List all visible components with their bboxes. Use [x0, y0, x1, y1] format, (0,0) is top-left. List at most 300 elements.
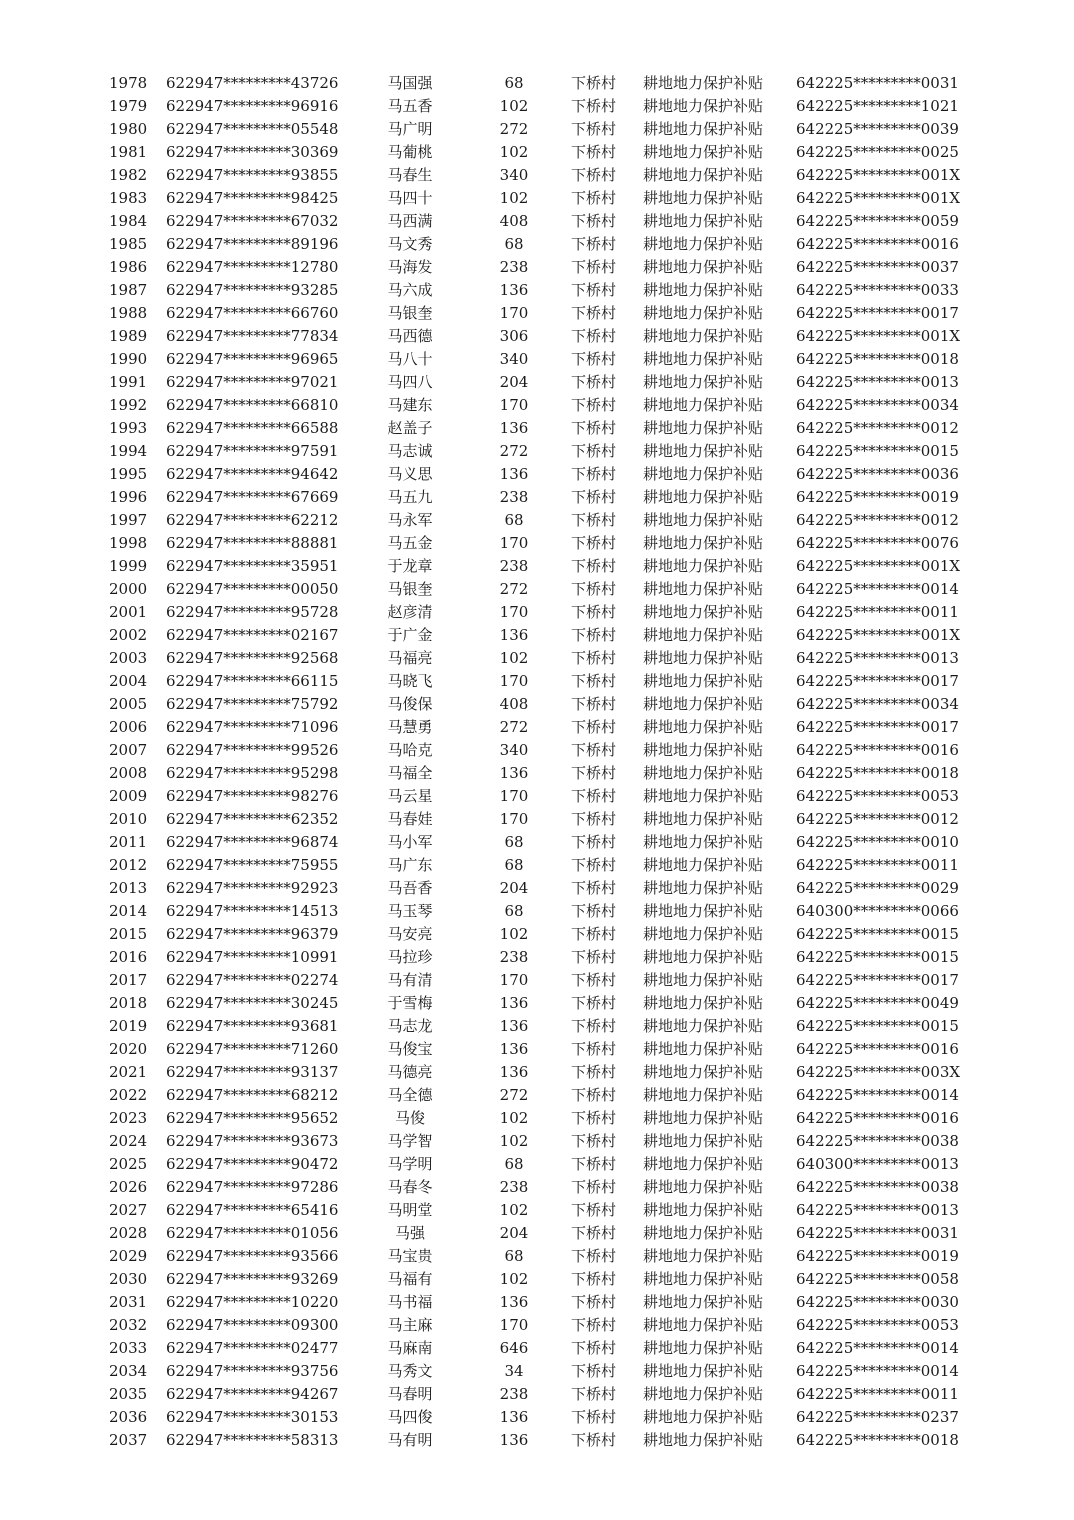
id-card-number: 642225*********003X	[796, 1063, 961, 1081]
village-name: 下桥村	[571, 97, 617, 115]
table-row	[0, 233, 1074, 256]
row-number: 1999	[109, 557, 148, 575]
row-number: 2033	[109, 1339, 148, 1357]
subsidy-item: 耕地地力保护补贴	[643, 1040, 764, 1058]
row-number: 2020	[109, 1040, 148, 1058]
farmer-name: 马宝贵	[387, 1247, 433, 1265]
subsidy-amount: 136	[499, 1017, 529, 1035]
farmer-name: 马四八	[387, 373, 433, 391]
subsidy-item: 耕地地力保护补贴	[643, 1408, 764, 1426]
subsidy-amount: 68	[504, 511, 524, 529]
village-name: 下桥村	[571, 603, 617, 621]
subsidy-amount: 170	[499, 1316, 529, 1334]
table-row	[0, 1176, 1074, 1199]
row-number: 1987	[109, 281, 148, 299]
bank-card-number: 622947*********96379	[166, 925, 339, 943]
village-name: 下桥村	[571, 1224, 617, 1242]
subsidy-amount: 170	[499, 304, 529, 322]
table-row	[0, 463, 1074, 486]
id-card-number: 642225*********0016	[796, 1109, 959, 1127]
row-number: 2022	[109, 1086, 148, 1104]
row-number: 2013	[109, 879, 148, 897]
farmer-name: 马建东	[387, 396, 433, 414]
table-row	[0, 1337, 1074, 1360]
village-name: 下桥村	[571, 465, 617, 483]
subsidy-item: 耕地地力保护补贴	[643, 235, 764, 253]
farmer-name: 马福全	[387, 764, 433, 782]
id-card-number: 640300*********0066	[796, 902, 959, 920]
farmer-name: 马书福	[387, 1293, 433, 1311]
table-row	[0, 785, 1074, 808]
village-name: 下桥村	[571, 948, 617, 966]
village-name: 下桥村	[571, 580, 617, 598]
village-name: 下桥村	[571, 1339, 617, 1357]
bank-card-number: 622947*********96965	[166, 350, 339, 368]
bank-card-number: 622947*********88881	[166, 534, 339, 552]
id-card-number: 642225*********0036	[796, 465, 959, 483]
subsidy-amount: 408	[499, 695, 529, 713]
bank-card-number: 622947*********66588	[166, 419, 339, 437]
table-row	[0, 969, 1074, 992]
farmer-name: 于雪梅	[387, 994, 433, 1012]
row-number: 2008	[109, 764, 148, 782]
table-row	[0, 831, 1074, 854]
id-card-number: 642225*********0016	[796, 741, 959, 759]
subsidy-item: 耕地地力保护补贴	[643, 649, 764, 667]
subsidy-item: 耕地地力保护补贴	[643, 580, 764, 598]
id-card-number: 642225*********0018	[796, 350, 959, 368]
id-card-number: 640300*********0013	[796, 1155, 959, 1173]
village-name: 下桥村	[571, 764, 617, 782]
id-card-number: 642225*********0012	[796, 810, 959, 828]
subsidy-item: 耕地地力保护补贴	[643, 1362, 764, 1380]
row-number: 2036	[109, 1408, 148, 1426]
village-name: 下桥村	[571, 1040, 617, 1058]
row-number: 2004	[109, 672, 148, 690]
village-name: 下桥村	[571, 189, 617, 207]
bank-card-number: 622947*********75792	[166, 695, 339, 713]
table-row	[0, 1245, 1074, 1268]
farmer-name: 马哈克	[387, 741, 433, 759]
table-row	[0, 72, 1074, 95]
bank-card-number: 622947*********30369	[166, 143, 339, 161]
id-card-number: 642225*********0037	[796, 258, 959, 276]
village-name: 下桥村	[571, 1086, 617, 1104]
farmer-name: 马银奎	[387, 580, 433, 598]
farmer-name: 马文秀	[387, 235, 433, 253]
id-card-number: 642225*********0017	[796, 304, 959, 322]
id-card-number: 642225*********001X	[796, 189, 961, 207]
row-number: 1997	[109, 511, 148, 529]
subsidy-amount: 272	[499, 120, 529, 138]
village-name: 下桥村	[571, 74, 617, 92]
subsidy-amount: 136	[499, 1063, 529, 1081]
row-number: 2029	[109, 1247, 148, 1265]
subsidy-amount: 102	[499, 1270, 529, 1288]
bank-card-number: 622947*********02477	[166, 1339, 339, 1357]
bank-card-number: 622947*********02274	[166, 971, 339, 989]
farmer-name: 马强	[394, 1224, 425, 1242]
bank-card-number: 622947*********93566	[166, 1247, 339, 1265]
subsidy-amount: 272	[499, 1086, 529, 1104]
subsidy-amount: 238	[499, 488, 529, 506]
bank-card-number: 622947*********58313	[166, 1431, 339, 1449]
row-number: 1984	[109, 212, 148, 230]
subsidy-amount: 68	[504, 235, 524, 253]
village-name: 下桥村	[571, 1109, 617, 1127]
farmer-name: 马四俊	[387, 1408, 433, 1426]
subsidy-amount: 136	[499, 281, 529, 299]
village-name: 下桥村	[571, 396, 617, 414]
subsidy-amount: 136	[499, 1040, 529, 1058]
row-number: 1988	[109, 304, 148, 322]
farmer-name: 马五香	[387, 97, 433, 115]
subsidy-amount: 238	[499, 258, 529, 276]
id-card-number: 642225*********0053	[796, 787, 959, 805]
subsidy-item: 耕地地力保护补贴	[643, 304, 764, 322]
village-name: 下桥村	[571, 1408, 617, 1426]
table-row	[0, 624, 1074, 647]
table-row	[0, 325, 1074, 348]
subsidy-item: 耕地地力保护补贴	[643, 120, 764, 138]
subsidy-amount: 102	[499, 1109, 529, 1127]
table-row	[0, 141, 1074, 164]
id-card-number: 642225*********0018	[796, 1431, 959, 1449]
village-name: 下桥村	[571, 810, 617, 828]
table-row	[0, 1314, 1074, 1337]
bank-card-number: 622947*********30153	[166, 1408, 339, 1426]
subsidy-item: 耕地地力保护补贴	[643, 1201, 764, 1219]
subsidy-item: 耕地地力保护补贴	[643, 534, 764, 552]
subsidy-amount: 238	[499, 1178, 529, 1196]
row-number: 1995	[109, 465, 148, 483]
subsidy-amount: 170	[499, 810, 529, 828]
subsidy-item: 耕地地力保护补贴	[643, 488, 764, 506]
bank-card-number: 622947*********98425	[166, 189, 339, 207]
village-name: 下桥村	[571, 1431, 617, 1449]
village-name: 下桥村	[571, 304, 617, 322]
bank-card-number: 622947*********95298	[166, 764, 339, 782]
row-number: 1979	[109, 97, 148, 115]
subsidy-item: 耕地地力保护补贴	[643, 1431, 764, 1449]
village-name: 下桥村	[571, 1017, 617, 1035]
table-row	[0, 118, 1074, 141]
bank-card-number: 622947*********98276	[166, 787, 339, 805]
subsidy-item: 耕地地力保护补贴	[643, 718, 764, 736]
subsidy-amount: 646	[499, 1339, 529, 1357]
subsidy-amount: 170	[499, 534, 529, 552]
id-card-number: 642225*********0015	[796, 925, 959, 943]
bank-card-number: 622947*********93673	[166, 1132, 339, 1150]
farmer-name: 马晓飞	[387, 672, 433, 690]
farmer-name: 马有明	[387, 1431, 433, 1449]
subsidy-item: 耕地地力保护补贴	[643, 511, 764, 529]
id-card-number: 642225*********0016	[796, 1040, 959, 1058]
bank-card-number: 622947*********99526	[166, 741, 339, 759]
bank-card-number: 622947*********67032	[166, 212, 339, 230]
subsidy-item: 耕地地力保护补贴	[643, 189, 764, 207]
bank-card-number: 622947*********68212	[166, 1086, 339, 1104]
subsidy-item: 耕地地力保护补贴	[643, 327, 764, 345]
subsidy-item: 耕地地力保护补贴	[643, 442, 764, 460]
row-number: 2005	[109, 695, 148, 713]
table-row	[0, 95, 1074, 118]
row-number: 1994	[109, 442, 148, 460]
row-number: 2009	[109, 787, 148, 805]
subsidy-item: 耕地地力保护补贴	[643, 626, 764, 644]
id-card-number: 642225*********0049	[796, 994, 959, 1012]
subsidy-amount: 272	[499, 718, 529, 736]
village-name: 下桥村	[571, 856, 617, 874]
farmer-name: 马全德	[387, 1086, 433, 1104]
bank-card-number: 622947*********71096	[166, 718, 339, 736]
id-card-number: 642225*********1021	[796, 97, 959, 115]
subsidy-item: 耕地地力保护补贴	[643, 1316, 764, 1334]
bank-card-number: 622947*********71260	[166, 1040, 339, 1058]
row-number: 1993	[109, 419, 148, 437]
row-number: 2015	[109, 925, 148, 943]
subsidy-amount: 136	[499, 764, 529, 782]
row-number: 1991	[109, 373, 148, 391]
id-card-number: 642225*********0011	[796, 603, 959, 621]
bank-card-number: 622947*********62352	[166, 810, 339, 828]
village-name: 下桥村	[571, 1270, 617, 1288]
village-name: 下桥村	[571, 879, 617, 897]
row-number: 1990	[109, 350, 148, 368]
id-card-number: 642225*********0013	[796, 1201, 959, 1219]
village-name: 下桥村	[571, 833, 617, 851]
table-row	[0, 1199, 1074, 1222]
row-number: 2006	[109, 718, 148, 736]
row-number: 2000	[109, 580, 148, 598]
subsidy-item: 耕地地力保护补贴	[643, 1247, 764, 1265]
bank-card-number: 622947*********93681	[166, 1017, 339, 1035]
farmer-name: 马拉珍	[387, 948, 433, 966]
farmer-name: 马小军	[387, 833, 433, 851]
row-number: 2035	[109, 1385, 148, 1403]
farmer-name: 马永军	[387, 511, 433, 529]
subsidy-amount: 68	[504, 74, 524, 92]
row-number: 2028	[109, 1224, 148, 1242]
subsidy-amount: 340	[499, 166, 529, 184]
table-row	[0, 164, 1074, 187]
row-number: 1989	[109, 327, 148, 345]
table-row	[0, 1130, 1074, 1153]
subsidy-item: 耕地地力保护补贴	[643, 258, 764, 276]
subsidy-item: 耕地地力保护补贴	[643, 764, 764, 782]
row-number: 2031	[109, 1293, 148, 1311]
subsidy-item: 耕地地力保护补贴	[643, 1132, 764, 1150]
bank-card-number: 622947*********66810	[166, 396, 339, 414]
subsidy-item: 耕地地力保护补贴	[643, 1339, 764, 1357]
subsidy-item: 耕地地力保护补贴	[643, 212, 764, 230]
table-row	[0, 486, 1074, 509]
row-number: 2034	[109, 1362, 148, 1380]
id-card-number: 642225*********0053	[796, 1316, 959, 1334]
row-number: 1982	[109, 166, 148, 184]
village-name: 下桥村	[571, 143, 617, 161]
farmer-name: 马西德	[387, 327, 433, 345]
id-card-number: 642225*********0013	[796, 373, 959, 391]
id-card-number: 642225*********0019	[796, 1247, 959, 1265]
id-card-number: 642225*********0014	[796, 580, 959, 598]
farmer-name: 马德亮	[387, 1063, 433, 1081]
subsidy-amount: 68	[504, 902, 524, 920]
table-row	[0, 693, 1074, 716]
table-row	[0, 877, 1074, 900]
farmer-name: 马福有	[387, 1270, 433, 1288]
subsidy-item: 耕地地力保护补贴	[643, 97, 764, 115]
farmer-name: 马秀文	[387, 1362, 433, 1380]
subsidy-item: 耕地地力保护补贴	[643, 396, 764, 414]
village-name: 下桥村	[571, 350, 617, 368]
subsidy-amount: 170	[499, 603, 529, 621]
bank-card-number: 622947*********97591	[166, 442, 339, 460]
village-name: 下桥村	[571, 120, 617, 138]
table-row	[0, 302, 1074, 325]
farmer-name: 马安亮	[387, 925, 433, 943]
village-name: 下桥村	[571, 695, 617, 713]
row-number: 2011	[109, 833, 148, 851]
farmer-name: 马志龙	[387, 1017, 433, 1035]
village-name: 下桥村	[571, 1132, 617, 1150]
subsidy-item: 耕地地力保护补贴	[643, 1385, 764, 1403]
bank-card-number: 622947*********12780	[166, 258, 339, 276]
bank-card-number: 622947*********90472	[166, 1155, 339, 1173]
village-name: 下桥村	[571, 1362, 617, 1380]
id-card-number: 642225*********0237	[796, 1408, 959, 1426]
bank-card-number: 622947*********10220	[166, 1293, 339, 1311]
subsidy-item: 耕地地力保护补贴	[643, 1109, 764, 1127]
subsidy-amount: 136	[499, 1431, 529, 1449]
bank-card-number: 622947*********95652	[166, 1109, 339, 1127]
subsidy-item: 耕地地力保护补贴	[643, 833, 764, 851]
row-number: 1986	[109, 258, 148, 276]
table-row	[0, 1153, 1074, 1176]
subsidy-item: 耕地地力保护补贴	[643, 74, 764, 92]
farmer-name: 马春冬	[387, 1178, 433, 1196]
village-name: 下桥村	[571, 511, 617, 529]
subsidy-amount: 136	[499, 626, 529, 644]
bank-card-number: 622947*********97286	[166, 1178, 339, 1196]
bank-card-number: 622947*********97021	[166, 373, 339, 391]
farmer-name: 马学智	[387, 1132, 433, 1150]
subsidy-amount: 136	[499, 994, 529, 1012]
id-card-number: 642225*********0034	[796, 396, 959, 414]
farmer-name: 马义思	[387, 465, 433, 483]
bank-card-number: 622947*********94642	[166, 465, 339, 483]
row-number: 1983	[109, 189, 148, 207]
subsidy-amount: 102	[499, 143, 529, 161]
village-name: 下桥村	[571, 534, 617, 552]
bank-card-number: 622947*********93269	[166, 1270, 339, 1288]
id-card-number: 642225*********0019	[796, 488, 959, 506]
bank-card-number: 622947*********93756	[166, 1362, 339, 1380]
bank-card-number: 622947*********65416	[166, 1201, 339, 1219]
row-number: 1985	[109, 235, 148, 253]
subsidy-item: 耕地地力保护补贴	[643, 419, 764, 437]
subsidy-item: 耕地地力保护补贴	[643, 741, 764, 759]
row-number: 2016	[109, 948, 148, 966]
bank-card-number: 622947*********92568	[166, 649, 339, 667]
bank-card-number: 622947*********35951	[166, 557, 339, 575]
village-name: 下桥村	[571, 1063, 617, 1081]
village-name: 下桥村	[571, 971, 617, 989]
table-row	[0, 1015, 1074, 1038]
village-name: 下桥村	[571, 488, 617, 506]
subsidy-amount: 102	[499, 649, 529, 667]
subsidy-amount: 204	[499, 879, 529, 897]
table-row	[0, 854, 1074, 877]
village-name: 下桥村	[571, 166, 617, 184]
table-row	[0, 1038, 1074, 1061]
row-number: 2002	[109, 626, 148, 644]
village-name: 下桥村	[571, 1247, 617, 1265]
farmer-name: 马广东	[387, 856, 433, 874]
id-card-number: 642225*********0013	[796, 649, 959, 667]
subsidy-table	[0, 72, 1074, 1452]
subsidy-item: 耕地地力保护补贴	[643, 994, 764, 1012]
farmer-name: 马八十	[387, 350, 433, 368]
id-card-number: 642225*********0025	[796, 143, 959, 161]
bank-card-number: 622947*********01056	[166, 1224, 339, 1242]
subsidy-amount: 136	[499, 1293, 529, 1311]
village-name: 下桥村	[571, 1293, 617, 1311]
id-card-number: 642225*********001X	[796, 557, 961, 575]
id-card-number: 642225*********0031	[796, 74, 959, 92]
bank-card-number: 622947*********96874	[166, 833, 339, 851]
farmer-name: 马麻南	[387, 1339, 433, 1357]
subsidy-amount: 68	[504, 1247, 524, 1265]
bank-card-number: 622947*********67669	[166, 488, 339, 506]
row-number: 1996	[109, 488, 148, 506]
bank-card-number: 622947*********94267	[166, 1385, 339, 1403]
subsidy-item: 耕地地力保护补贴	[643, 557, 764, 575]
farmer-name: 马学明	[387, 1155, 433, 1173]
table-row	[0, 440, 1074, 463]
id-card-number: 642225*********0038	[796, 1178, 959, 1196]
table-row	[0, 1291, 1074, 1314]
id-card-number: 642225*********0059	[796, 212, 959, 230]
table-row	[0, 578, 1074, 601]
bank-card-number: 622947*********05548	[166, 120, 339, 138]
village-name: 下桥村	[571, 419, 617, 437]
farmer-name: 马俊保	[387, 695, 433, 713]
table-row	[0, 348, 1074, 371]
id-card-number: 642225*********0015	[796, 948, 959, 966]
id-card-number: 642225*********0010	[796, 833, 959, 851]
farmer-name: 马春娃	[387, 810, 433, 828]
subsidy-item: 耕地地力保护补贴	[643, 143, 764, 161]
village-name: 下桥村	[571, 557, 617, 575]
subsidy-item: 耕地地力保护补贴	[643, 971, 764, 989]
id-card-number: 642225*********001X	[796, 166, 961, 184]
id-card-number: 642225*********0017	[796, 672, 959, 690]
table-row	[0, 371, 1074, 394]
farmer-name: 马西满	[387, 212, 433, 230]
table-row	[0, 1107, 1074, 1130]
table-row	[0, 509, 1074, 532]
table-row	[0, 210, 1074, 233]
subsidy-item: 耕地地力保护补贴	[643, 925, 764, 943]
subsidy-item: 耕地地力保护补贴	[643, 1063, 764, 1081]
table-row	[0, 762, 1074, 785]
subsidy-amount: 170	[499, 672, 529, 690]
farmer-name: 马俊宝	[387, 1040, 433, 1058]
row-number: 2021	[109, 1063, 148, 1081]
subsidy-amount: 68	[504, 833, 524, 851]
village-name: 下桥村	[571, 672, 617, 690]
